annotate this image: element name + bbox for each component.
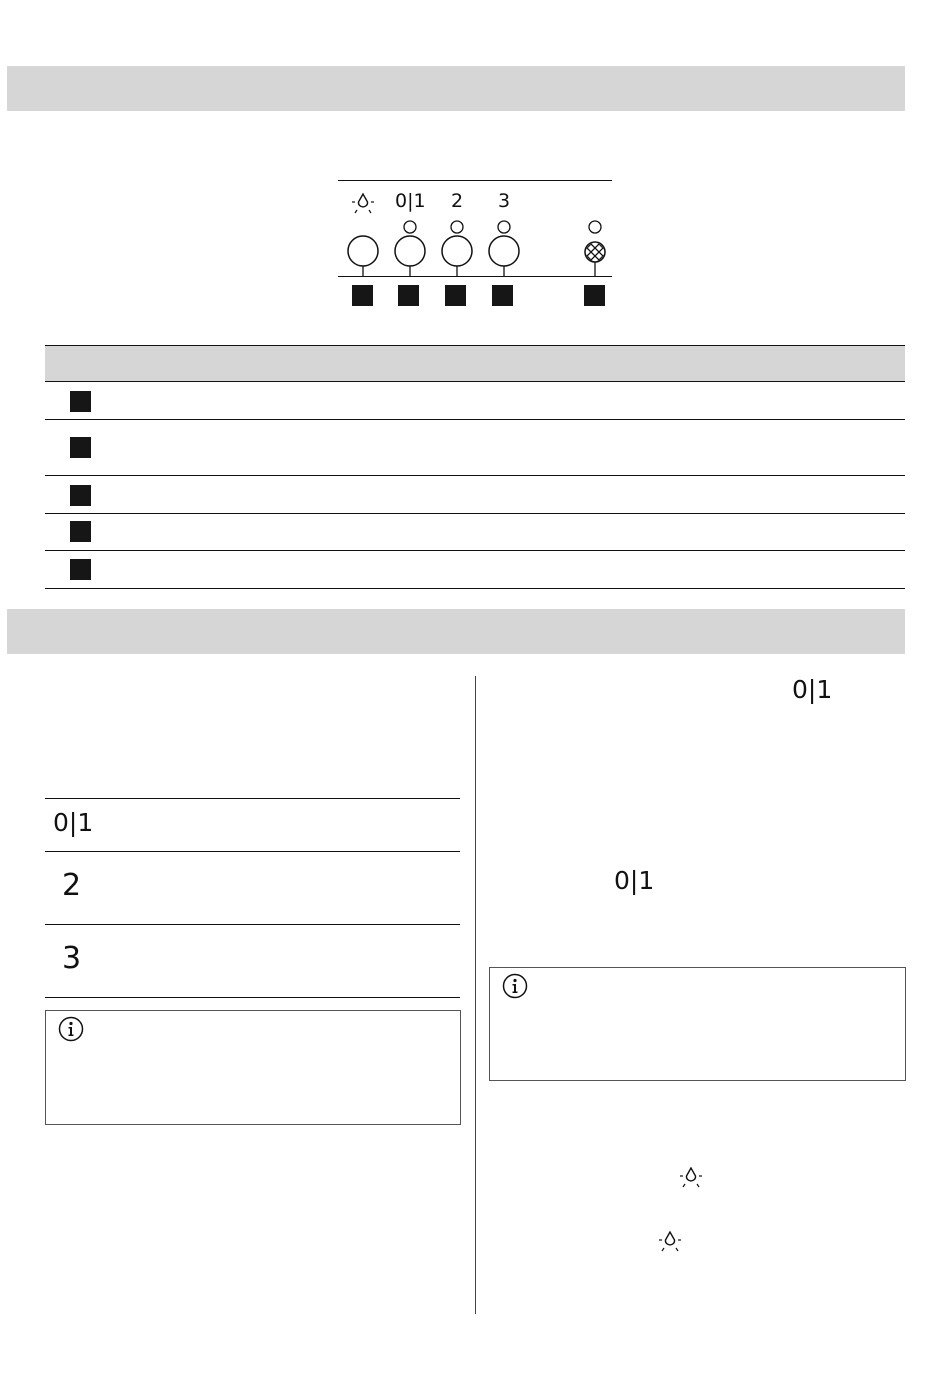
- speed-3-label: 3: [498, 190, 511, 212]
- speed-table-symbol-3: 3: [62, 941, 82, 976]
- inline-speed-1-symbol-a: 0|1: [792, 675, 833, 704]
- column-divider: [475, 676, 476, 1314]
- info-box-right: [489, 967, 906, 1081]
- filter-led: [589, 221, 601, 233]
- speed-table-symbol-1: 0|1: [53, 808, 94, 837]
- speed-2-led: [451, 221, 463, 233]
- control-panel-diagram: [338, 180, 613, 310]
- speed-table-symbol-2: 2: [62, 868, 82, 903]
- speed-1-led: [404, 221, 416, 233]
- table-row-5-square: [70, 559, 91, 580]
- legend-table-header: [45, 345, 905, 381]
- table-row-4-square: [70, 521, 91, 542]
- callout-square-speed-1: [398, 285, 419, 306]
- light-button[interactable]: [348, 236, 378, 266]
- table-row-3-square: [70, 485, 91, 506]
- table-row-1-square: [70, 391, 91, 412]
- info-box-left: [45, 1010, 461, 1125]
- speed-3-button[interactable]: [489, 236, 519, 266]
- panel-buttons-svg: [338, 218, 613, 278]
- light-bulb-icon: [657, 1229, 683, 1253]
- light-bulb-icon: [350, 191, 376, 215]
- speed-3-led: [498, 221, 510, 233]
- section-header-band-2: [7, 609, 905, 654]
- callout-square-filter: [584, 285, 605, 306]
- inline-speed-1-symbol-b: 0|1: [614, 866, 655, 895]
- info-icon: [502, 973, 528, 999]
- light-bulb-icon: [678, 1165, 704, 1189]
- speed-2-button[interactable]: [442, 236, 472, 266]
- section-header-band-1: [7, 66, 905, 111]
- legend-table: [45, 345, 905, 590]
- speed-2-label: 2: [451, 190, 464, 212]
- callout-square-light: [352, 285, 373, 306]
- speed-1-button[interactable]: [395, 236, 425, 266]
- speed-1-label: 0|1: [395, 190, 426, 212]
- table-row-2-square: [70, 437, 91, 458]
- panel-top-line: [338, 180, 612, 181]
- callout-square-speed-2: [445, 285, 466, 306]
- info-icon: [58, 1016, 84, 1042]
- callout-square-speed-3: [492, 285, 513, 306]
